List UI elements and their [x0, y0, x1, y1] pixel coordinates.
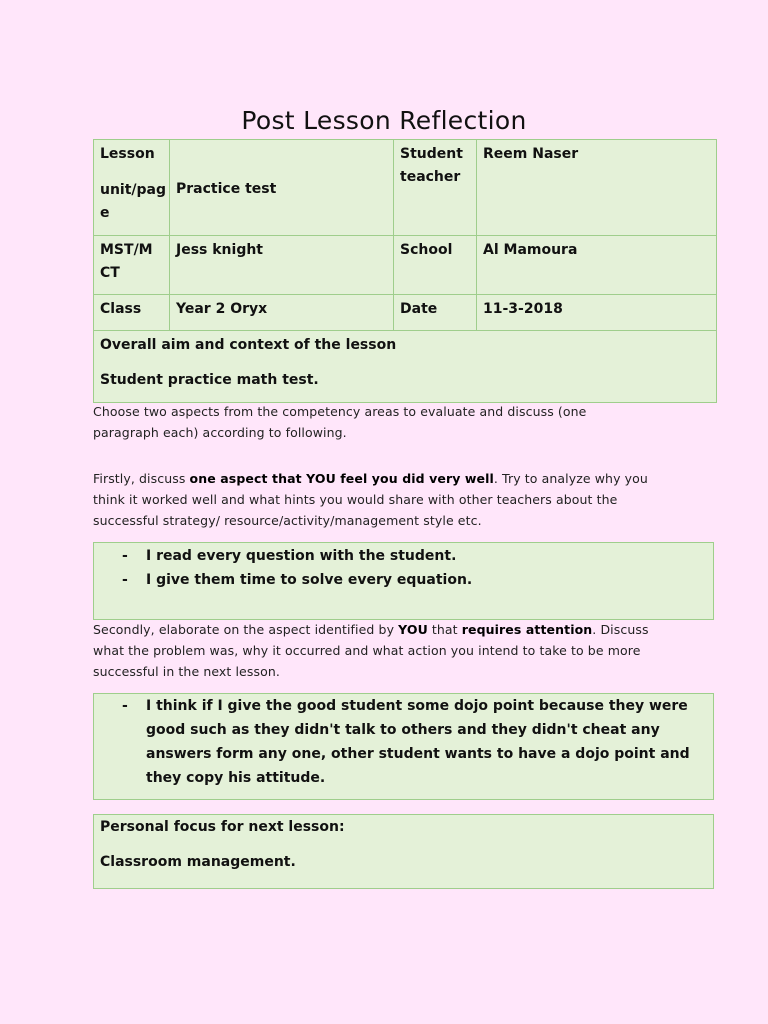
lesson-value: Practice test: [176, 180, 277, 197]
student-teacher-label-cell: [394, 140, 477, 236]
focus-value: Classroom management.: [100, 854, 296, 870]
lesson-label-cell: [94, 140, 170, 236]
lesson-label-line: Lesson: [100, 146, 155, 162]
date-value-cell: [477, 295, 717, 331]
class-value-cell: [170, 295, 394, 331]
list-item: [94, 544, 713, 568]
table-row: [94, 331, 717, 403]
requires-attention-box: [93, 693, 714, 800]
did-well-item: I give them time to solve every equation.: [146, 572, 473, 588]
date-value: 11-3-2018: [483, 301, 563, 317]
list-item: [94, 694, 713, 790]
personal-focus-box: [93, 814, 714, 889]
firstly-prefix: Firstly, discuss: [93, 471, 190, 486]
mst-label-line: MST/M: [100, 242, 153, 258]
aim-cell: [94, 331, 717, 403]
bullet-dash: -: [122, 572, 128, 588]
table-row: [94, 295, 717, 331]
date-label-cell: [394, 295, 477, 331]
class-label-cell: [94, 295, 170, 331]
secondly-suffix: . Discuss what the problem was, why it occurred and what action you intend to take to be more successful in the next lesson.: [93, 622, 649, 679]
school-value-cell: [477, 236, 717, 295]
school-label: School: [400, 242, 453, 258]
secondly-bold-you: YOU: [398, 622, 428, 637]
did-well-item: I read every question with the student.: [146, 548, 457, 564]
mst-value: Jess knight: [176, 242, 264, 258]
secondly-prefix: Secondly, elaborate on the aspect identified by: [93, 622, 399, 637]
table-row: [94, 236, 717, 295]
list-item: [94, 568, 713, 592]
mst-value-cell: [170, 236, 394, 295]
class-label: Class: [100, 301, 142, 317]
mst-label-line: CT: [100, 265, 120, 281]
firstly-paragraph: [93, 468, 653, 531]
focus-label: Personal focus for next lesson:: [100, 819, 345, 835]
mst-label-cell: [94, 236, 170, 295]
did-well-box: [93, 542, 714, 620]
lesson-info-table: [93, 139, 717, 403]
aim-value: Student practice math test.: [100, 372, 319, 388]
bullet-dash: -: [122, 548, 128, 564]
secondly-middle: that: [427, 622, 462, 637]
student-teacher-label-line: teacher: [400, 169, 461, 185]
lesson-label-line: e: [100, 205, 110, 221]
school-label-cell: [394, 236, 477, 295]
page-title: Post Lesson Reflection: [241, 106, 527, 135]
date-label: Date: [400, 301, 438, 317]
secondly-bold-attention: requires attention: [461, 622, 593, 637]
student-teacher-value-cell: [477, 140, 717, 236]
student-teacher-value: Reem Naser: [483, 146, 579, 162]
lesson-value-cell: [170, 140, 394, 236]
attention-item: I think if I give the good student some dojo point because they were good such as they didn't talk to others and they didn't cheat any answers form any one, other student wants to have a dojo point and they copy his attitude.: [146, 698, 690, 786]
firstly-bold: one aspect that YOU feel you did very well: [189, 471, 494, 486]
firstly-suffix: . Try to analyze why you think it worked well and what hints you would share with other teachers about the successful strategy/ resource/activity/management style etc.: [93, 471, 648, 528]
lesson-label-line: unit/pag: [100, 182, 167, 198]
school-value: Al Mamoura: [483, 242, 578, 258]
secondly-paragraph: [93, 619, 653, 682]
instructions-text: Choose two aspects from the competency areas to evaluate and discuss (one paragraph each) according to following.: [93, 404, 587, 440]
aim-heading: Overall aim and context of the lesson: [100, 337, 397, 353]
bullet-dash: -: [122, 698, 128, 714]
table-row: [94, 140, 717, 236]
student-teacher-label-line: Student: [400, 146, 463, 162]
class-value: Year 2 Oryx: [176, 301, 268, 317]
